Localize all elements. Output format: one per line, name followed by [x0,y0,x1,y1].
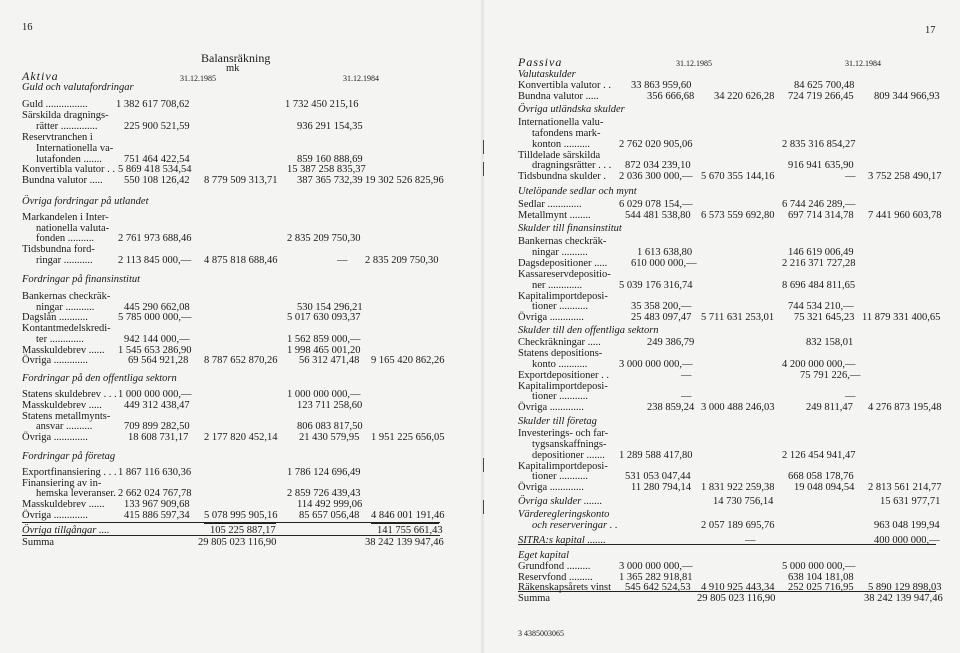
page_left-row-text: 942 144 000,— [124,334,190,345]
page_right-row-text: 7 441 960 603,78 [868,210,942,221]
page_left-row-text: 56 312 471,48 [299,355,360,366]
page_right-row-text: — [681,391,692,402]
page_left-row-text: 38 242 139 947,46 [365,537,444,548]
page_left-row-text: 15 387 258 835,37 [287,164,366,175]
page_left-row-text: 806 083 817,50 [297,421,363,432]
page_right-row-text: 6 573 559 692,80 [701,210,775,221]
date-header-1985-right: 31.12.1985 [676,59,712,68]
page_left-row-text: Masskuldebrev ...... [22,499,105,510]
page_left-row-text: 1 382 617 708,62 [116,99,190,110]
page_right-row-text: 38 242 139 947,46 [864,593,943,604]
page_right-row-text: 697 714 314,78 [788,210,854,221]
page_right-row-text: ner ............. [532,280,583,291]
page_right-row-text: Bundna valutor ..... [518,91,599,102]
page_right-row-text: 668 058 178,76 [788,471,854,482]
footer-code: 3 4385003065 [518,629,564,638]
page_right-row-text: konton .......... [532,139,591,150]
page_left-row-text: Kontantmedelskredi- [22,323,111,334]
page_right-row-text: depositioner ....... [532,450,605,461]
page_right-row-text: 3 752 258 490,17 [868,171,942,182]
page_left-row-text: 1 545 653 286,90 [118,345,192,356]
page_right-row-text: 5 039 176 316,74 [619,280,693,291]
page_left-row-text: 1 000 000 000,— [287,389,361,400]
page_left-row-text: 5 869 418 534,54 [118,164,192,175]
section-label-passiva: Passiva [518,55,563,69]
page_left-row-text: 445 290 662,08 [124,302,190,313]
page_right-row-text: tioner ........... [532,391,588,402]
page_right-row-text: SITRA:s kapital ....... [518,535,606,546]
page_left-row-text: 123 711 258,60 [297,400,363,411]
rule-above-eget-kapital [518,544,936,545]
page_left-row-text: Övriga ............. [22,355,88,366]
page_right-row-text: Konvertibla valutor . . [518,80,612,91]
page_right-row-text: 916 941 635,90 [788,160,854,171]
page_right-row-text: Tilldelade särskilda [518,150,601,161]
page_right-row-text: 1 613 638,80 [637,247,693,258]
margin-mark [483,162,484,176]
page_left-row-text: 751 464 422,54 [124,154,190,165]
page_right-row-text: Eget kapital [518,550,570,561]
page_right-row-text: Kassareservdepositio- [518,269,611,280]
page_left-row-text: Tidsbundna ford- [22,244,95,255]
page_left-row-text: Särskilda dragnings- [22,110,109,121]
page_left-row-text: 29 805 023 116,90 [198,537,277,548]
page_right-row-text: 34 220 626,28 [714,91,775,102]
page_left-row-text: 2 662 024 767,78 [118,488,192,499]
page_right-row-text: 75 791 226,— [800,370,861,381]
page_left-row-text: Övriga fordringar på utlandet [22,196,149,207]
page-number-left: 16 [22,22,33,33]
page_left-row-text: 5 017 630 093,37 [287,312,361,323]
page_left-row-text: 5 078 995 905,16 [204,510,278,521]
page_left-row-text: Övriga ............. [22,432,88,443]
page_right-row-text: Övriga utländska skulder [518,104,625,115]
page_right-row-text: Valutaskulder [518,69,576,80]
page_left-row-text: Övriga tillgångar .... [22,525,110,536]
page_right-row-text: 2 126 454 941,47 [782,450,856,461]
page_left-row-text: 530 154 296,21 [297,302,363,313]
rule-above-summa-right [518,591,936,592]
page_left-row-text: Konvertibla valutor . . [22,164,116,175]
page_left-row-text: 2 835 209 750,30 [287,233,361,244]
page_right-row-text: 6 029 078 154,— [619,199,693,210]
page_right-row-text: Exportdepositioner . . [518,370,609,381]
page_left-row-text: 2 761 973 688,46 [118,233,192,244]
page_right-row-text: dragningsrätter . . . [532,160,612,171]
page_right-row-text: 252 025 716,95 [788,582,854,593]
section-label-aktiva: Aktiva [22,69,59,83]
page_left-row-text: 936 291 154,35 [297,121,363,132]
page_right-row-text: 5 711 631 253,01 [701,312,775,323]
page_left-row-text: 5 785 000 000,— [118,312,192,323]
page_right-row-text: 1 831 922 259,38 [701,482,775,493]
page_left-row-text: 114 492 999,06 [297,499,363,510]
page_left-row-text: — [337,255,348,266]
page_left-row-text: Internationella va- [36,143,114,154]
page_left-row-text: 387 365 732,39 [297,175,363,186]
page_right-row-text: Reservfond ......... [518,572,593,583]
rule-subtotal-left-2 [371,523,439,524]
page_left-row-text: 2 835 209 750,30 [365,255,439,266]
page_right-row-text: Sedlar ............. [518,199,582,210]
page_right-row-text: 809 344 966,93 [874,91,940,102]
rule-above-summa-left [22,535,440,536]
page_right-row-text: Övriga skulder ....... [518,496,603,507]
page_right-row-text: Värderegleringskonto [518,509,610,520]
page_right-row-text: och reserveringar . . [532,520,618,531]
page_right-row-text: 531 053 047,44 [625,471,691,482]
page_left-row-text: Övriga ............. [22,510,88,521]
page_right-row-text: 35 358 200,— [631,301,692,312]
date-header-1984-right: 31.12.1984 [845,59,881,68]
page_left-row-text: 9 165 420 862,26 [371,355,445,366]
page_right-row-text: 5 670 355 144,16 [701,171,775,182]
page_right-row-text: 610 000 000,— [631,258,697,269]
page_right-row-text: 2 813 561 214,77 [868,482,942,493]
page_right-row-text: Skulder till den offentliga sektorn [518,325,659,336]
page_left-row-text: 19 302 526 825,96 [365,175,444,186]
page_left-row-text: 21 430 579,95 [299,432,360,443]
page_right-row-text: 75 321 645,23 [794,312,855,323]
page_right-row-text: tioner ........... [532,301,588,312]
page_right-row-text: Summa [518,593,551,604]
page_right-row-text: 146 619 006,49 [788,247,854,258]
page_left-row-text: Markandelen i Inter- [22,212,109,223]
page_right-row-text: — [745,535,756,546]
page_right-row-text: Tidsbundna skulder . [518,171,606,182]
page_right-row-text: 84 625 700,48 [794,80,855,91]
page_left-row-text: 85 657 056,48 [299,510,360,521]
page_right-row-text: 19 048 094,54 [794,482,855,493]
page_right-row-text: 249 386,79 [647,337,695,348]
page_right-row-text: 2 036 300 000,— [619,171,693,182]
page_left-row-text: 105 225 887,17 [210,525,276,536]
page_right-row-text: Utelöpande sedlar och mynt [518,186,637,197]
page_right-row-text: 3 000 488 246,03 [701,402,775,413]
page_left-row-text: 1 951 225 656,05 [371,432,445,443]
page_right-row-text: 545 642 524,53 [625,582,691,593]
page_right-row-text: 14 730 756,14 [713,496,774,507]
page_left-row-text: Guld och valutafordringar [22,82,134,93]
page_left-row-text: 4 846 001 191,46 [371,510,445,521]
page_left-row-text: ansvar .......... [36,421,93,432]
page_left-row-text: 8 779 509 313,71 [204,175,278,186]
page_right-row-text: 356 666,68 [647,91,695,102]
page_right-row-text: Kapitalimportdeposi- [518,381,608,392]
page_left-row-text: Bundna valutor ..... [22,175,103,186]
page_left-row-text: fonden .......... [36,233,95,244]
page_right-row-text: 11 280 794,14 [631,482,691,493]
page_right-row-text: — [845,171,856,182]
page_left-row-text: Masskuldebrev ...... [22,345,105,356]
date-header-1984-left: 31.12.1984 [343,74,379,83]
page_right-row-text: Kapitalimportdeposi- [518,291,608,302]
page_left-row-text: 133 967 909,68 [124,499,190,510]
page_left-row-text: rätter .............. [36,121,98,132]
page_right-row-text: 832 158,01 [806,337,854,348]
margin-mark [483,500,484,514]
page_left-row-text: 550 108 126,42 [124,175,190,186]
page_left-row-text: 1 867 116 630,36 [118,467,192,478]
margin-mark [483,140,484,154]
page-gutter [481,0,484,653]
page_left-row-text: ter ............. [36,334,84,345]
page_right-row-text: 5 000 000 000,— [782,561,856,572]
page_left-row-text: 1 562 859 000,— [287,334,361,345]
page_left-row-text: 69 564 921,28 [128,355,189,366]
page_left-row-text: 1 786 124 696,49 [287,467,361,478]
page_left-row-text: Statens skuldebrev . . . [22,389,117,400]
page_right-row-text: 29 805 023 116,90 [697,593,776,604]
page_right-row-text: tygsanskaffnings- [532,439,607,450]
page_right-row-text: Övriga ............. [518,402,584,413]
page_right-row-text: Internationella valu- [518,117,604,128]
page_left-row-text: Dagslån ........... [22,312,88,323]
page_right-row-text: ningar .......... [532,247,588,258]
page_right-row-text: 544 481 538,80 [625,210,691,221]
page_right-row-text: — [845,391,856,402]
page_right-row-text: 2 835 316 854,27 [782,139,856,150]
page_left-row-text: 709 899 282,50 [124,421,190,432]
unit-label: mk [226,63,240,74]
page-title: Balansräkning [201,51,271,65]
page_left-row-text: 2 859 726 439,43 [287,488,361,499]
page_right-row-text: tafondens mark- [532,128,601,139]
page_right-row-text: 238 859,24 [647,402,695,413]
page_right-row-text: Skulder till finansinstitut [518,223,622,234]
page_right-row-text: 5 890 129 898,03 [868,582,942,593]
page_right-row-text: 4 910 925 443,34 [701,582,775,593]
page_left-row-text: Guld ................ [22,99,88,110]
page_right-row-text: Checkräkningar ..... [518,337,601,348]
page_right-row-text: 963 048 199,94 [874,520,940,531]
page_right-row-text: 8 696 484 811,65 [782,280,856,291]
page_right-row-text: 872 034 239,10 [625,160,691,171]
page_right-row-text: 400 000 000,— [874,535,940,546]
rule-subtotal-left-1 [204,523,276,524]
page_left-row-text: nationella valuta- [36,223,110,234]
page_left-row-text: Masskuldebrev ..... [22,400,102,411]
page_left-row-text: Fordringar på den offentliga sektorn [22,373,177,384]
page_right-row-text: Investerings- och far- [518,428,609,439]
page_left-row-text: 1 732 450 215,16 [285,99,359,110]
page_right-row-text: Räkenskapsårets vinst [518,582,612,593]
page_right-row-text: tioner ........... [532,471,588,482]
page_left-row-text: 1 998 465 001,20 [287,345,361,356]
page_right-row-text: 3 000 000 000,— [619,359,693,370]
page_left-row-text: lutafonden ....... [36,154,102,165]
page_right-row-text: Skulder till företag [518,416,597,427]
margin-mark [483,458,484,472]
page_right-row-text: — [681,370,692,381]
page_left-row-text: 449 312 438,47 [124,400,190,411]
page_right-row-text: Grundfond ......... [518,561,591,572]
page_left-row-text: Summa [22,537,55,548]
page_right-row-text: 33 863 959,60 [631,80,692,91]
page_left-row-text: Fordringar på finansinstitut [22,274,141,285]
page_right-row-text: 4 276 873 195,48 [868,402,942,413]
page_left-row-text: 141 755 661,43 [377,525,443,536]
page_left-row-text: Bankernas checkräk- [22,291,111,302]
page_right-row-text: 638 104 181,08 [788,572,854,583]
page_left-row-text: 8 787 652 870,26 [204,355,278,366]
page_left-row-text: 2 177 820 452,14 [204,432,278,443]
page_left-row-text: 859 160 888,69 [297,154,363,165]
page_right-row-text: 6 744 246 289,— [782,199,856,210]
page_right-row-text: Kapitalimportdeposi- [518,461,608,472]
page_left-row-text: Statens metallmynts- [22,411,111,422]
page_right-row-text: Bankernas checkräk- [518,236,607,247]
page_right-row-text: 249 811,47 [806,402,853,413]
page_right-row-text: konto ........... [532,359,588,370]
page_right-row-text: 744 534 210,— [788,301,854,312]
page_left-row-text: hemska leveranser. [36,488,116,499]
page_right-row-text: Dagsdepositioner ..... [518,258,608,269]
page_right-row-text: Statens depositions- [518,348,603,359]
page_right-row-text: Övriga ............. [518,482,584,493]
page_left-row-text: 18 608 731,17 [128,432,189,443]
page_right-row-text: 25 483 097,47 [631,312,692,323]
page_right-row-text: 2 057 189 695,76 [701,520,775,531]
page_right-row-text: 15 631 977,71 [880,496,941,507]
page_left-row-text: ringar ........... [36,255,93,266]
page_left-row-text: Reservtranchen i [22,132,93,143]
page_right-row-text: 2 762 020 905,06 [619,139,693,150]
page_right-row-text: Metallmynt ........ [518,210,591,221]
page_left-row-text: 1 000 000 000,— [118,389,192,400]
page_right-row-text: 1 289 588 417,80 [619,450,693,461]
page_left-row-text: 2 113 845 000,— [118,255,192,266]
page_left-row-text: Exportfinansiering . . . [22,467,117,478]
page_right-row-text: 2 216 371 727,28 [782,258,856,269]
page_left-row-text: 415 886 597,34 [124,510,190,521]
page_right-row-text: 4 200 000 000,— [782,359,856,370]
page-number-right: 17 [925,25,936,36]
date-header-1985-left: 31.12.1985 [180,74,216,83]
page_left-row-text: 4 875 818 688,46 [204,255,278,266]
page_right-row-text: 3 000 000 000,— [619,561,693,572]
page_right-row-text: 1 365 282 918,81 [619,572,693,583]
page_right-row-text: 11 879 331 400,65 [862,312,941,323]
page_left-row-text: ningar ........... [36,302,95,313]
page_left-row-text: 225 900 521,59 [124,121,190,132]
page_right-row-text: Övriga ............. [518,312,584,323]
page_left-row-text: Fordringar på företag [22,451,116,462]
page_right-row-text: 724 719 266,45 [788,91,854,102]
page_left-row-text: Finansiering av in- [22,478,102,489]
